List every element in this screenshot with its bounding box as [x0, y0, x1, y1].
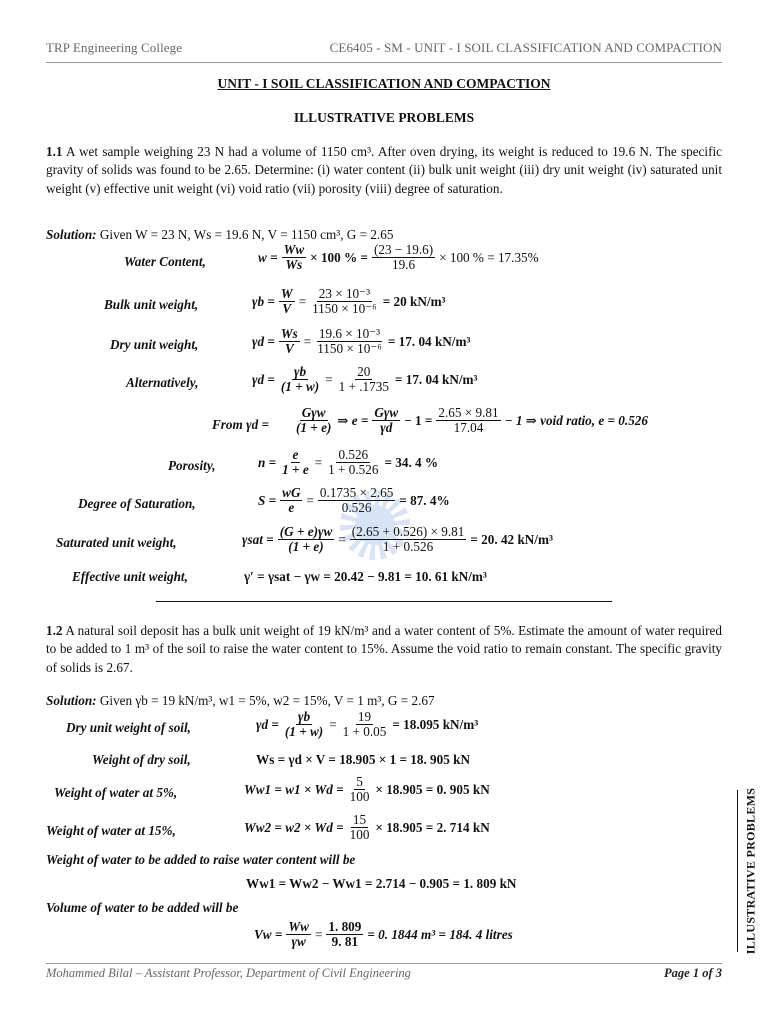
label-dry-unit-weight-soil: Dry unit weight of soil,	[66, 720, 191, 735]
section-title: ILLUSTRATIVE PROBLEMS	[293, 110, 475, 125]
side-tab	[742, 787, 760, 955]
eq-void-ratio: Gγw (1 + e) ⇒ e = Gγw γd − 1 = $\frac{2.65 \times 9.81}{17.04}$ − 1 ⇒ void ratio, e = 0.526	[296, 405, 648, 435]
eq-water-to-add: Ww1 = Ww2 − Ww1 = 2.714 − 0.905 = 1. 809 kN	[246, 876, 517, 891]
eq-water-content: w = $\frac{Ww}{Ws}$ × 100 % = $\frac{(23 - 19.6)}{19.6}$ × 100 % = 17.35%	[258, 242, 539, 272]
problem-2-statement	[46, 622, 722, 677]
side-tab-label: ILLUSTRATIVE PROBLEMS	[743, 787, 758, 955]
eq-saturated-unit-weight: γsat = $\frac{(G + e)\gamma w}{(1 + e)}$ = $\frac{(2.65 + 0.526) \times 9.81}{1 + 0.526}$ = 20. 42 kN/m³	[242, 524, 553, 554]
problem-2-solution	[46, 693, 435, 709]
header-course: CE6405 - SM - UNIT - I SOIL CLASSIFICATION AND COMPACTION	[329, 40, 722, 55]
label-degree-of-saturation: Degree of Saturation,	[78, 496, 196, 511]
problem-separator	[156, 601, 612, 602]
label-from-gamma-d: From γd =	[212, 417, 269, 432]
footer-page-number: Page 1 of 3	[664, 966, 722, 980]
eq-weight-dry-soil: Ws = γd × V = 18.905 × 1 = 18. 905 kN	[256, 752, 470, 767]
eq-volume-water: Vw = $\frac{Ww}{\gamma w}$ = $\frac{1. 809}{9. 81}$ = 0. 1844 m³ = 184. 4 litres	[254, 919, 513, 949]
problem-1-text: A wet sample weighing 23 N had a volume of 1150 cm³. After oven drying, its weight is reduced to 19.6 N. The specific gravity of solids was found to be 2.65. Determine: (i) water content (ii) bulk unit weight (iii) dry unit weight (iv) saturated unit weight (v) effective unit weight (vi) void ratio (vii) porosity (viii) degree of saturation.	[46, 144, 722, 196]
problem-2-number: 1.2	[46, 623, 63, 638]
solution-label: Solution:	[46, 227, 97, 242]
label-alternatively: Alternatively,	[126, 375, 199, 390]
header-rule	[46, 62, 722, 63]
label-effective-unit-weight: Effective unit weight,	[72, 569, 188, 584]
label-weight-water-15: Weight of water at 15%,	[46, 823, 176, 838]
problem-2-given: Given γb = 19 kN/m³, w1 = 5%, w2 = 15%, V = 1 m³, G = 2.67	[99, 693, 435, 708]
label-water-content: Water Content,	[124, 254, 206, 269]
eq-dry-unit-weight: γd = $\frac{Ws}{V}$ = $\frac{\text{19.6 × 10⁻³}}{\text{1150 × 10⁻⁶}}$ = 17. 04 kN/m³	[252, 326, 471, 356]
eq-alternatively: γd = $\frac{\gamma b}{(1 + w)}$ = $\frac{20}{1 + .1735}$ = 17. 04 kN/m³	[252, 364, 478, 394]
eq-degree-of-saturation: S = $\frac{wG}{e}$ = $\frac{0.1735 \times 2.65}{0.526}$ = 87. 4%	[258, 485, 450, 515]
side-tab-rule	[737, 790, 738, 952]
problem-1-statement	[46, 143, 722, 198]
eq-dry-unit-weight-soil: γd = $\frac{\gamma b}{(1 + w)}$ = $\frac{19}{1 + 0.05}$ = 18.095 kN/m³	[256, 709, 479, 739]
label-porosity: Porosity,	[168, 458, 216, 473]
unit-title: UNIT - I SOIL CLASSIFICATION AND COMPACTION	[217, 76, 551, 91]
eq-weight-water-15: Ww2 = w2 × Wd = $\frac{15}{100}$ × 18.905 = 2. 714 kN	[244, 812, 490, 842]
label-volume-water: Volume of water to be added will be	[46, 900, 239, 915]
footer-author: Mohammed Bilal – Assistant Professor, Department of Civil Engineering	[46, 966, 411, 980]
label-water-to-add: Weight of water to be added to raise water content will be	[46, 852, 356, 867]
problem-1-solution	[46, 227, 393, 243]
problem-1-number: 1.1	[46, 144, 63, 159]
eq-bulk-unit-weight: γb = $\frac{W}{V}$ = $\frac{\text{23 × 10⁻³}}{\text{1150 × 10⁻⁶}}$ = 20 kN/m³	[252, 286, 446, 316]
eq-weight-water-5: Ww1 = w1 × Wd = $\frac{5}{100}$ × 18.905 = 0. 905 kN	[244, 774, 490, 804]
label-dry-unit-weight: Dry unit weight,	[110, 337, 199, 352]
eq-effective-unit-weight: γ′ = γsat − γw = 20.42 − 9.81 = 10. 61 kN/m³	[244, 569, 487, 584]
problem-1-given: Given W = 23 N, Ws = 19.6 N, V = 1150 cm³, G = 2.65	[99, 227, 394, 242]
eq-porosity: n = $\frac{e}{1 + e}$ = $\frac{0.526}{1 + 0.526}$ = 34. 4 %	[258, 447, 439, 477]
solution-label-2: Solution:	[46, 693, 97, 708]
footer-rule	[46, 963, 722, 964]
label-weight-water-5: Weight of water at 5%,	[54, 785, 178, 800]
header-college: TRP Engineering College	[46, 40, 183, 55]
label-saturated-unit-weight: Saturated unit weight,	[56, 535, 177, 550]
label-bulk-unit-weight: Bulk unit weight,	[104, 297, 199, 312]
problem-2-text: A natural soil deposit has a bulk unit weight of 19 kN/m³ and a water content of 5%. Estimate the amount of water required to be added to 1 m³ of the soil to raise the water content to 15%. Assume the void ratio to remain constant. The specific gravity of solids is 2.67.	[46, 623, 722, 675]
label-weight-dry-soil: Weight of dry soil,	[92, 752, 191, 767]
